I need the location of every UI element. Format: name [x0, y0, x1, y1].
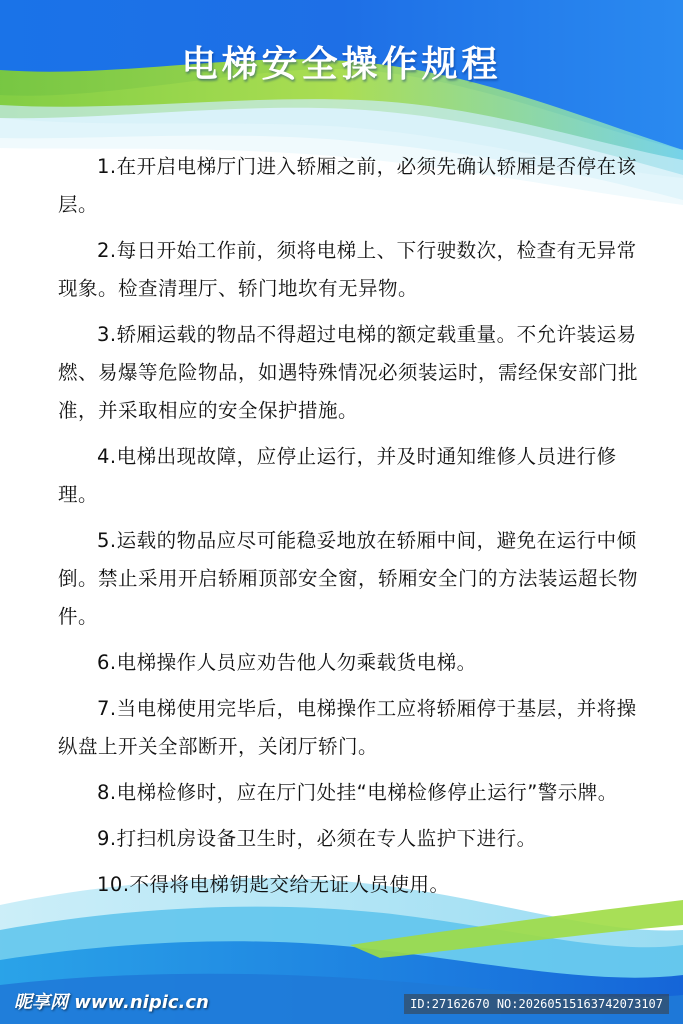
rule-item: 7.当电梯使用完毕后，电梯操作工应将轿厢停于基层，并将操纵盘上开关全部断开，关闭厅轿门。 [58, 697, 637, 758]
rule-item: 4.电梯出现故障，应停止运行，并及时通知维修人员进行修理。 [58, 445, 617, 506]
site-watermark: 昵享网 www.nipic.cn [14, 992, 209, 1013]
image-id-label: ID:27162670 NO:20260515163742073107 [404, 994, 669, 1014]
rule-item: 1.在开启电梯厅门进入轿厢之前，必须先确认轿厢是否停在该层。 [58, 155, 637, 216]
rule-item: 9.打扫机房设备卫生时，必须在专人监护下进行。 [97, 827, 537, 850]
rule-item: 5.运载的物品应尽可能稳妥地放在轿厢中间，避免在运行中倾倒。禁止采用开启轿厢顶部安全窗，轿厢安全门的方法装运超长物件。 [58, 529, 639, 628]
rules-list [58, 148, 638, 912]
rule-item: 6.电梯操作人员应劝告他人勿乘载货电梯。 [97, 651, 477, 674]
rule-item: 10.不得将电梯钥匙交给无证人员使用。 [97, 873, 450, 896]
rule-item: 8.电梯检修时，应在厅门处挂“电梯检修停止运行”警示牌。 [97, 781, 618, 804]
rule-item: 2.每日开始工作前，须将电梯上、下行驶数次，检查有无异常现象。检查清理厅、轿门地坎有无异物。 [58, 239, 637, 300]
page-title: 电梯安全操作规程 [181, 44, 502, 85]
rule-item: 3.轿厢运载的物品不得超过电梯的额定载重量。不允许装运易燃、易爆等危险物品，如遇特殊情况必须装运时，需经保安部门批准，并采取相应的安全保护措施。 [58, 323, 639, 422]
